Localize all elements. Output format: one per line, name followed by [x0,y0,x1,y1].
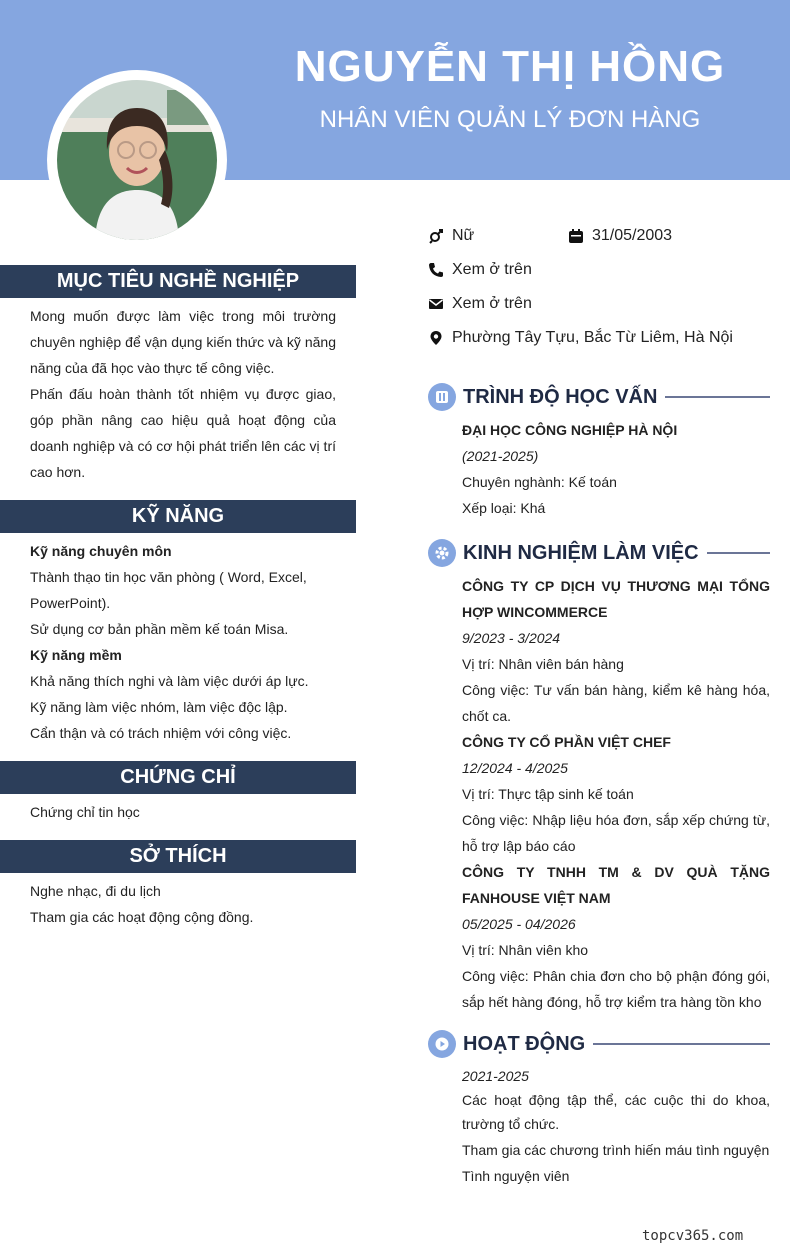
contact-address [428,327,733,349]
experience-body [462,573,770,1015]
gear-icon [434,545,450,561]
skill-item: Khả năng thích nghi và làm việc dưới áp lực. [30,673,309,689]
job-period: 05/2025 - 04/2026 [462,916,576,932]
hard-skills-title: Kỹ năng chuyên môn [30,543,172,559]
job-duties: Công việc: Phân chia đơn cho bộ phận đóng gói, sắp hết hàng đóng, hỗ trợ kiểm tra hàng tồn kho [462,968,770,1010]
skill-item: Cẩn thận và có trách nhiệm với công việc. [30,725,292,741]
activities-period: 2021-2025 [462,1068,529,1084]
activity-item: Tham gia các chương trình hiến máu tình nguyện [462,1142,770,1158]
candidate-name: NGUYỄN THỊ HỒNG [294,42,726,91]
education-major: Chuyên nghành: Kế toán [462,474,617,490]
education-badge [428,383,456,411]
hobbies-heading: SỞ THÍCH [0,840,356,873]
job-entry [462,859,770,1015]
education-body [462,417,770,521]
job-entry [462,573,770,729]
activities-title: HOẠT ĐỘNG [463,1032,586,1055]
objective-paragraph: Mong muốn được làm việc trong môi trường chuyên nghiệp để vận dụng kiến thức và kỹ năng năng của đã học vào thực tế công việc. [30,308,336,376]
job-entry [462,729,770,859]
education-period: (2021-2025) [462,448,539,464]
hobbies-body [30,878,336,930]
skill-item: Kỹ năng làm việc nhóm, làm việc độc lập. [30,699,288,715]
address-value: Phường Tây Tựu, Bắc Từ Liêm, Hà Nội [452,329,733,346]
company-name: CÔNG TY TNHH TM & DV QUÀ TẶNG FANHOUSE VIỆT NAM [462,864,770,906]
activity-item: Các hoạt động tập thể, các cuộc thi do khoa, trường tổ chức. [462,1092,770,1132]
activities-heading [428,1029,770,1059]
activities-body [462,1064,770,1188]
job-position: Vị trí: Thực tập sinh kế toán [462,786,634,802]
education-rank: Xếp loại: Khá [462,500,546,516]
gender-icon [428,228,444,244]
objective-body [30,303,336,485]
phone-icon [428,262,444,278]
experience-title: KINH NGHIỆM LÀM VIỆC [463,541,699,564]
hobby-item: Tham gia các hoạt động cộng đồng. [30,909,254,925]
education-title: TRÌNH ĐỘ HỌC VẤN [463,385,658,408]
certificate-item: Chứng chỉ tin học [30,804,140,820]
location-pin-icon [428,330,444,346]
objective-heading: MỤC TIÊU NGHỀ NGHIỆP [0,265,356,298]
calendar-icon [568,228,584,244]
section-rule [707,552,770,554]
objective-paragraph: Phấn đấu hoàn thành tốt nhiệm vụ được giao, góp phần nâng cao hiệu quả hoạt động của doanh nghiệp và có cơ hội phát triển lên các vị trí cao hơn. [30,386,336,480]
contact-phone [428,259,532,281]
section-rule [593,1043,770,1045]
job-position: Vị trí: Nhân viên kho [462,942,589,958]
email-icon [428,296,444,312]
job-period: 12/2024 - 4/2025 [462,760,568,776]
education-heading [428,382,770,412]
contact-email [428,293,532,315]
job-title: NHÂN VIÊN QUẢN LÝ ĐƠN HÀNG [319,106,701,133]
soft-skills-title: Kỹ năng mềm [30,647,122,663]
gender-value: Nữ [452,227,475,244]
company-name: CÔNG TY CỔ PHẦN VIỆT CHEF [462,734,671,750]
avatar-photo-icon [57,80,217,240]
watermark: topcv365.com [642,1228,744,1244]
contact-birthday [568,225,672,247]
activity-item: Tình nguyện viên [462,1168,570,1184]
job-period: 9/2023 - 3/2024 [462,630,561,646]
certificates-heading: CHỨNG CHỈ [0,761,356,794]
job-duties: Công việc: Nhập liệu hóa đơn, sắp xếp chứng từ, hỗ trợ lập báo cáo [462,812,770,854]
section-rule [665,396,770,398]
experience-heading [428,538,770,568]
company-name: CÔNG TY CP DỊCH VỤ THƯƠNG MẠI TỔNG HỢP WINCOMMERCE [462,578,770,620]
birthday-value: 31/05/2003 [592,227,673,244]
email-value: Xem ở trên [452,295,532,312]
play-icon [434,1036,450,1052]
book-icon [434,389,450,405]
skill-item: Thành thạo tin học văn phòng ( Word, Excel, PowerPoint). [30,569,307,611]
school-name: ĐẠI HỌC CÔNG NGHIỆP HÀ NỘI [462,422,678,438]
contact-gender [428,225,474,247]
skill-item: Sử dụng cơ bản phần mềm kế toán Misa. [30,621,289,637]
activities-badge [428,1030,456,1058]
skills-body [30,538,336,746]
job-position: Vị trí: Nhân viên bán hàng [462,656,624,672]
avatar [57,80,217,240]
certificates-body [30,799,336,825]
job-duties: Công việc: Tư vấn bán hàng, kiểm kê hàng hóa, chốt ca. [462,682,770,724]
hobby-item: Nghe nhạc, đi du lịch [30,883,161,899]
experience-badge [428,539,456,567]
phone-value: Xem ở trên [452,261,532,278]
skills-heading: KỸ NĂNG [0,500,356,533]
